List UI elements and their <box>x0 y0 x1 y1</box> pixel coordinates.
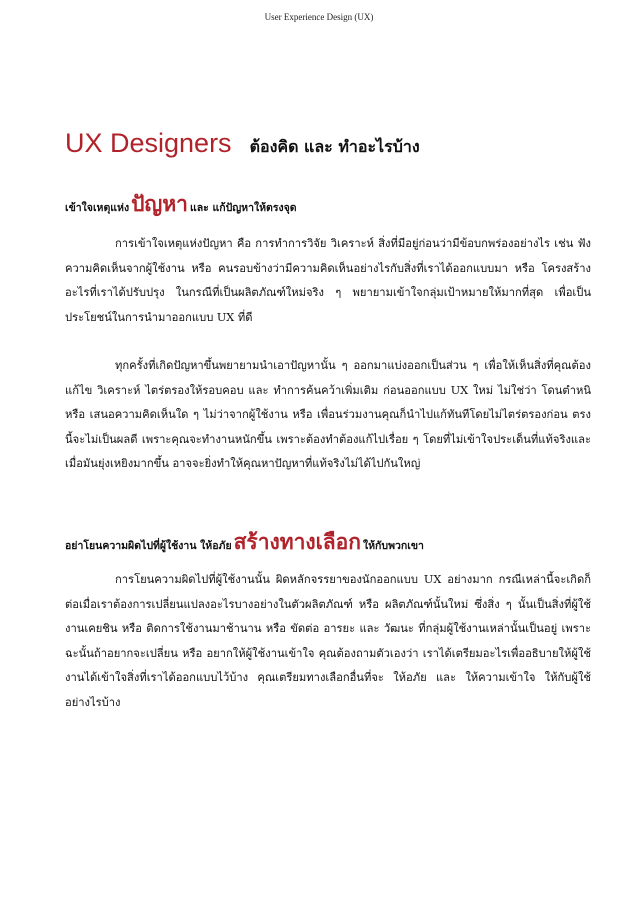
title-main: UX Designers <box>65 128 232 158</box>
page-title <box>65 128 598 160</box>
running-header: User Experience Design (UX) <box>264 12 374 22</box>
section-1-heading-after: และ แก้ปัญหาให้ตรงจุด <box>189 202 297 214</box>
section-2-paragraph-1: การโยนความผิดไปที่ผู้ใช้งานนั้น ผิดหลักจรรยาของนักออกแบบ UX อย่างมาก กรณีเหล่านี้จะเกิดก็ต่อเมื่อเราต้องการเปลี่ยนแปลงอะไรบางอย่างในตัวผลิตภัณฑ์ หรือ ผลิตภัณฑ์นั้นใหม่ ซึ่งสิ่ง ๆ นั้นเป็นสิ่งที่ผู้ใช้งานเคยชิน หรือ ติดการใช้งานมาช้านาน หรือ ขัดต่อ อารยะ และ วัฒนะ ที่กลุ่มผู้ใช้งานเหล่านั้นเป็นอยู่ เพราะฉะนั้นถ้าอยากจะเปลี่ยน หรือ อยากให้ผู้ใช้งานเข้าใจ คุณต้องถามตัวเองว่า เราได้เตรียมอะไรเพื่ออธิบายให้ผู้ใช้งานได้เข้าใจสิ่งที่เราได้ออกแบบไว้บ้าง คุณเตรียมทางเลือกอื่นที่จะ ให้อภัย และ ให้ความเข้าใจ ให้กับผู้ใช้อย่างไรบ้าง <box>65 573 591 709</box>
section-2-heading-highlight: สร้างทางเลือก <box>233 529 361 554</box>
section-1-heading-highlight: ปัญหา <box>131 191 188 216</box>
section-1-paragraph-2: ทุกครั้งที่เกิดปัญหาขึ้นพยายามนำเอาปัญหานั้น ๆ ออกมาแบ่งออกเป็นส่วน ๆ เพื่อให้เห็นสิ่งที่คุณต้องแก้ไข วิเคราะห์ ไตร่ตรองให้รอบคอบ และ ทำการค้นคว้าเพิ่มเติม ก่อนออกแบบ UX ใหม่ ไม่ใช่ว่า โดนตำหนิ หรือ เสนอความคิดเห็นใด ๆ ไม่ว่าจากผู้ใช้งาน หรือ เพื่อนร่วมงานคุณก็นำไปแก้ทันทีโดยไม่ไตร่ตรองก่อน ตรงนี้จะไม่เป็นผลดี เพราะคุณจะทำงานหนักขึ้น เพราะต้องทำต้องแก้ไปเรื่อย ๆ โดยที่ไม่เข้าใจประเด็นที่แท้จริงและ เมื่อมันยุ่งเหยิงมากขึ้น อาจจะยิ่งทำให้คุณหาปัญหาที่แท้จริงไม่ได้ไปกันใหญ่ <box>65 359 591 470</box>
section-2-heading-after: ให้กับพวกเขา <box>363 540 424 552</box>
section-2-heading <box>65 526 598 559</box>
section-1-heading-before: เข้าใจเหตุแห่ง <box>65 202 130 214</box>
section-1-paragraph-1: การเข้าใจเหตุแห่งปัญหา คือ การทำการวิจัย วิเคราะห์ สิ่งที่มีอยู่ก่อนว่ามีข้อบกพร่องอย่างไร เช่น ฟังความคิดเห็นจากผู้ใช้งาน หรือ คนรอบข้างว่ามีความคิดเห็นอย่างไรกับสิ่งที่เราได้ออกแบบมา หรือ โครงสร้างอะไรที่เราได้ปรับปรุง ในกรณีที่เป็นผลิตภัณฑ์ใหม่จริง ๆ พยายามเข้าใจกลุ่มเป้าหมายให้มากที่สุด เพื่อเป็นประโยชน์ในการนำมาออกแบบ UX ที่ดี <box>65 237 591 324</box>
title-subtitle: ต้องคิด และ ทำอะไรบ้าง <box>249 137 420 156</box>
section-2-heading-before: อย่าโยนความผิดไปที่ผู้ใช้งาน ให้อภัย <box>65 540 232 552</box>
section-1-heading <box>65 188 598 221</box>
